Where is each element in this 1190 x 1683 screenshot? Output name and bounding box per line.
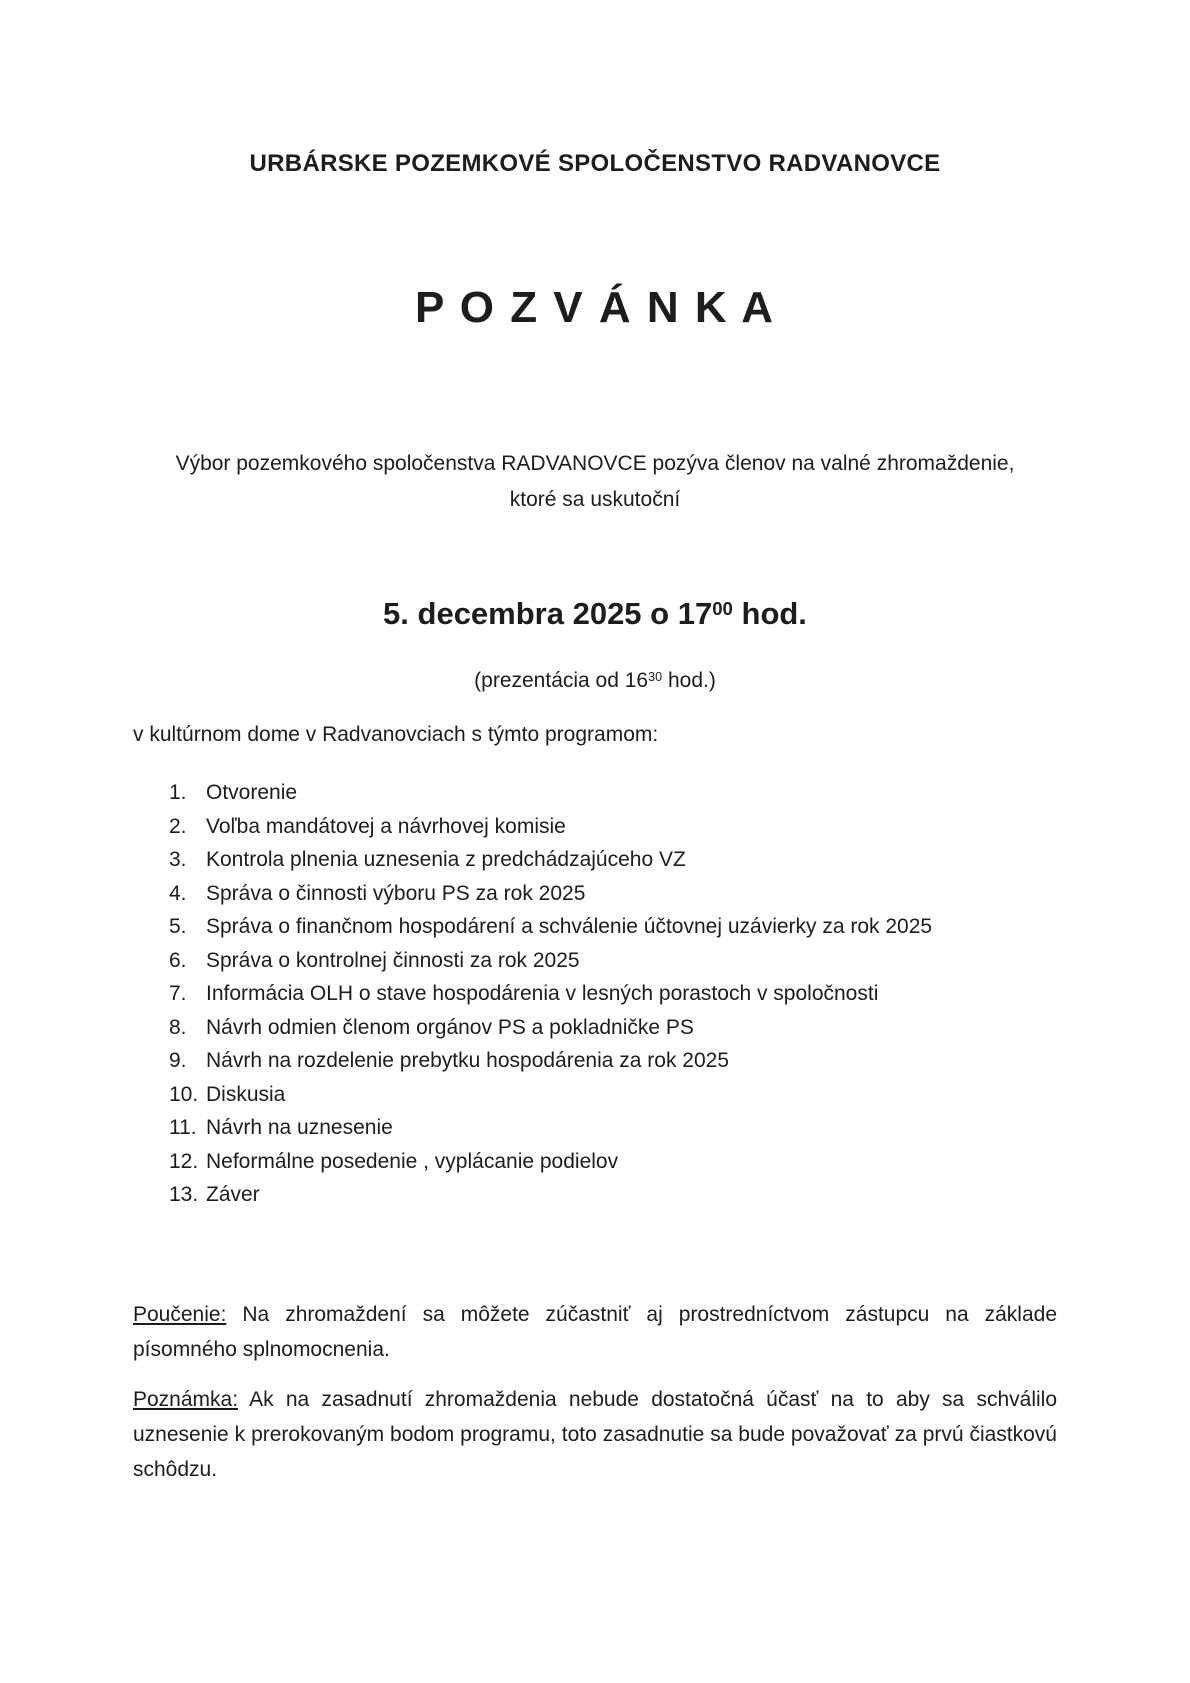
agenda-item	[133, 910, 1057, 944]
agenda-item-number: 13.	[169, 1183, 199, 1206]
agenda-item	[133, 1178, 1057, 1212]
presentation-time-suffix: hod.)	[662, 669, 716, 692]
agenda-item-number: 8.	[169, 1015, 187, 1039]
presentation-time-superscript: 30	[648, 669, 663, 684]
agenda-item	[133, 1111, 1057, 1145]
agenda-item-number: 7.	[169, 982, 187, 1005]
agenda-item	[133, 944, 1057, 978]
agenda-item-number: 1.	[169, 781, 187, 804]
agenda-item-text: Návrh na rozdelenie prebytku hospodárenia za rok 2025	[206, 1049, 730, 1072]
agenda-item-number: 6.	[169, 948, 187, 972]
agenda-item-text: Návrh odmien členom orgánov PS a pokladničke PS	[206, 1015, 694, 1039]
agenda-item	[133, 1011, 1057, 1045]
agenda-item-number: 4.	[169, 881, 187, 905]
agenda-item	[133, 977, 1057, 1011]
agenda-item	[133, 810, 1057, 844]
agenda-item-text: Voľba mandátovej a návrhovej komisie	[206, 814, 566, 838]
agenda-item	[133, 1145, 1057, 1179]
agenda-item-text: Diskusia	[206, 1082, 286, 1106]
agenda-item-text: Kontrola plnenia uznesenia z predchádzajúceho VZ	[206, 848, 686, 871]
agenda-item	[133, 1044, 1057, 1078]
agenda-item-text: Otvorenie	[206, 781, 298, 804]
meeting-datetime-text: 5. decembra 2025 o 17	[383, 596, 713, 631]
poznamka-paragraph	[133, 1382, 1057, 1487]
agenda-item-number: 12.	[169, 1149, 199, 1173]
presentation-time	[133, 666, 1057, 698]
poucenie-text: Na zhromaždení sa môžete zúčastniť aj prostredníctvom zástupcu na základe písomného splnomocnenia.	[133, 1302, 1058, 1361]
agenda-item-text: Správa o kontrolnej činnosti za rok 2025	[206, 948, 580, 972]
intro-paragraph	[133, 446, 1057, 518]
agenda-item-number: 5.	[169, 915, 187, 938]
meeting-datetime	[133, 594, 1057, 638]
agenda-item-text: Návrh na uznesenie	[206, 1116, 393, 1139]
meeting-time-superscript: 00	[712, 597, 733, 619]
agenda-item-number: 11.	[169, 1116, 197, 1139]
agenda-item-number: 3.	[169, 848, 187, 871]
agenda-item-text: Správa o finančnom hospodárení a schválenie účtovnej uzávierky za rok 2025	[206, 915, 933, 938]
agenda-item	[133, 776, 1057, 810]
location-line: v kultúrnom dome v Radvanovciach s týmto programom:	[133, 723, 659, 746]
agenda-item-number: 2.	[169, 814, 187, 838]
intro-line-1: Výbor pozemkového spoločenstva RADVANOVCE pozýva členov na valné zhromaždenie,	[175, 452, 1015, 475]
meeting-datetime-suffix: hod.	[732, 596, 807, 631]
intro-line-2: ktoré sa uskutoční	[509, 488, 681, 511]
presentation-time-text: (prezentácia od 16	[474, 669, 649, 692]
agenda-item-text: Informácia OLH o stave hospodárenia v lesných porastoch v spoločnosti	[206, 982, 879, 1005]
poznamka-text: Ak na zasadnutí zhromaždenia nebude dostatočná účasť na to aby sa schválilo uznesenie k prerokovaným bodom programu, toto zasadnutie sa bude považovať za prvú čiastkovú schôdzu.	[133, 1387, 1057, 1481]
poznamka-label: Poznámka:	[133, 1387, 239, 1411]
agenda-item-text: Správa o činnosti výboru PS za rok 2025	[206, 881, 586, 905]
page-title: P O Z V Á N K A	[414, 283, 776, 332]
agenda-item-number: 10.	[169, 1082, 199, 1106]
agenda-item	[133, 877, 1057, 911]
agenda-item-text: Záver	[206, 1183, 260, 1206]
agenda-item-text: Neformálne posedenie , vyplácanie podielov	[206, 1149, 619, 1173]
poucenie-label: Poučenie:	[133, 1302, 227, 1326]
agenda-item	[133, 843, 1057, 877]
agenda-list	[133, 776, 1057, 1212]
organization-title: URBÁRSKE POZEMKOVÉ SPOLOČENSTVO RADVANOVCE	[249, 150, 941, 177]
agenda-item	[133, 1078, 1057, 1112]
agenda-item-number: 9.	[169, 1049, 187, 1072]
poucenie-paragraph	[133, 1297, 1057, 1367]
